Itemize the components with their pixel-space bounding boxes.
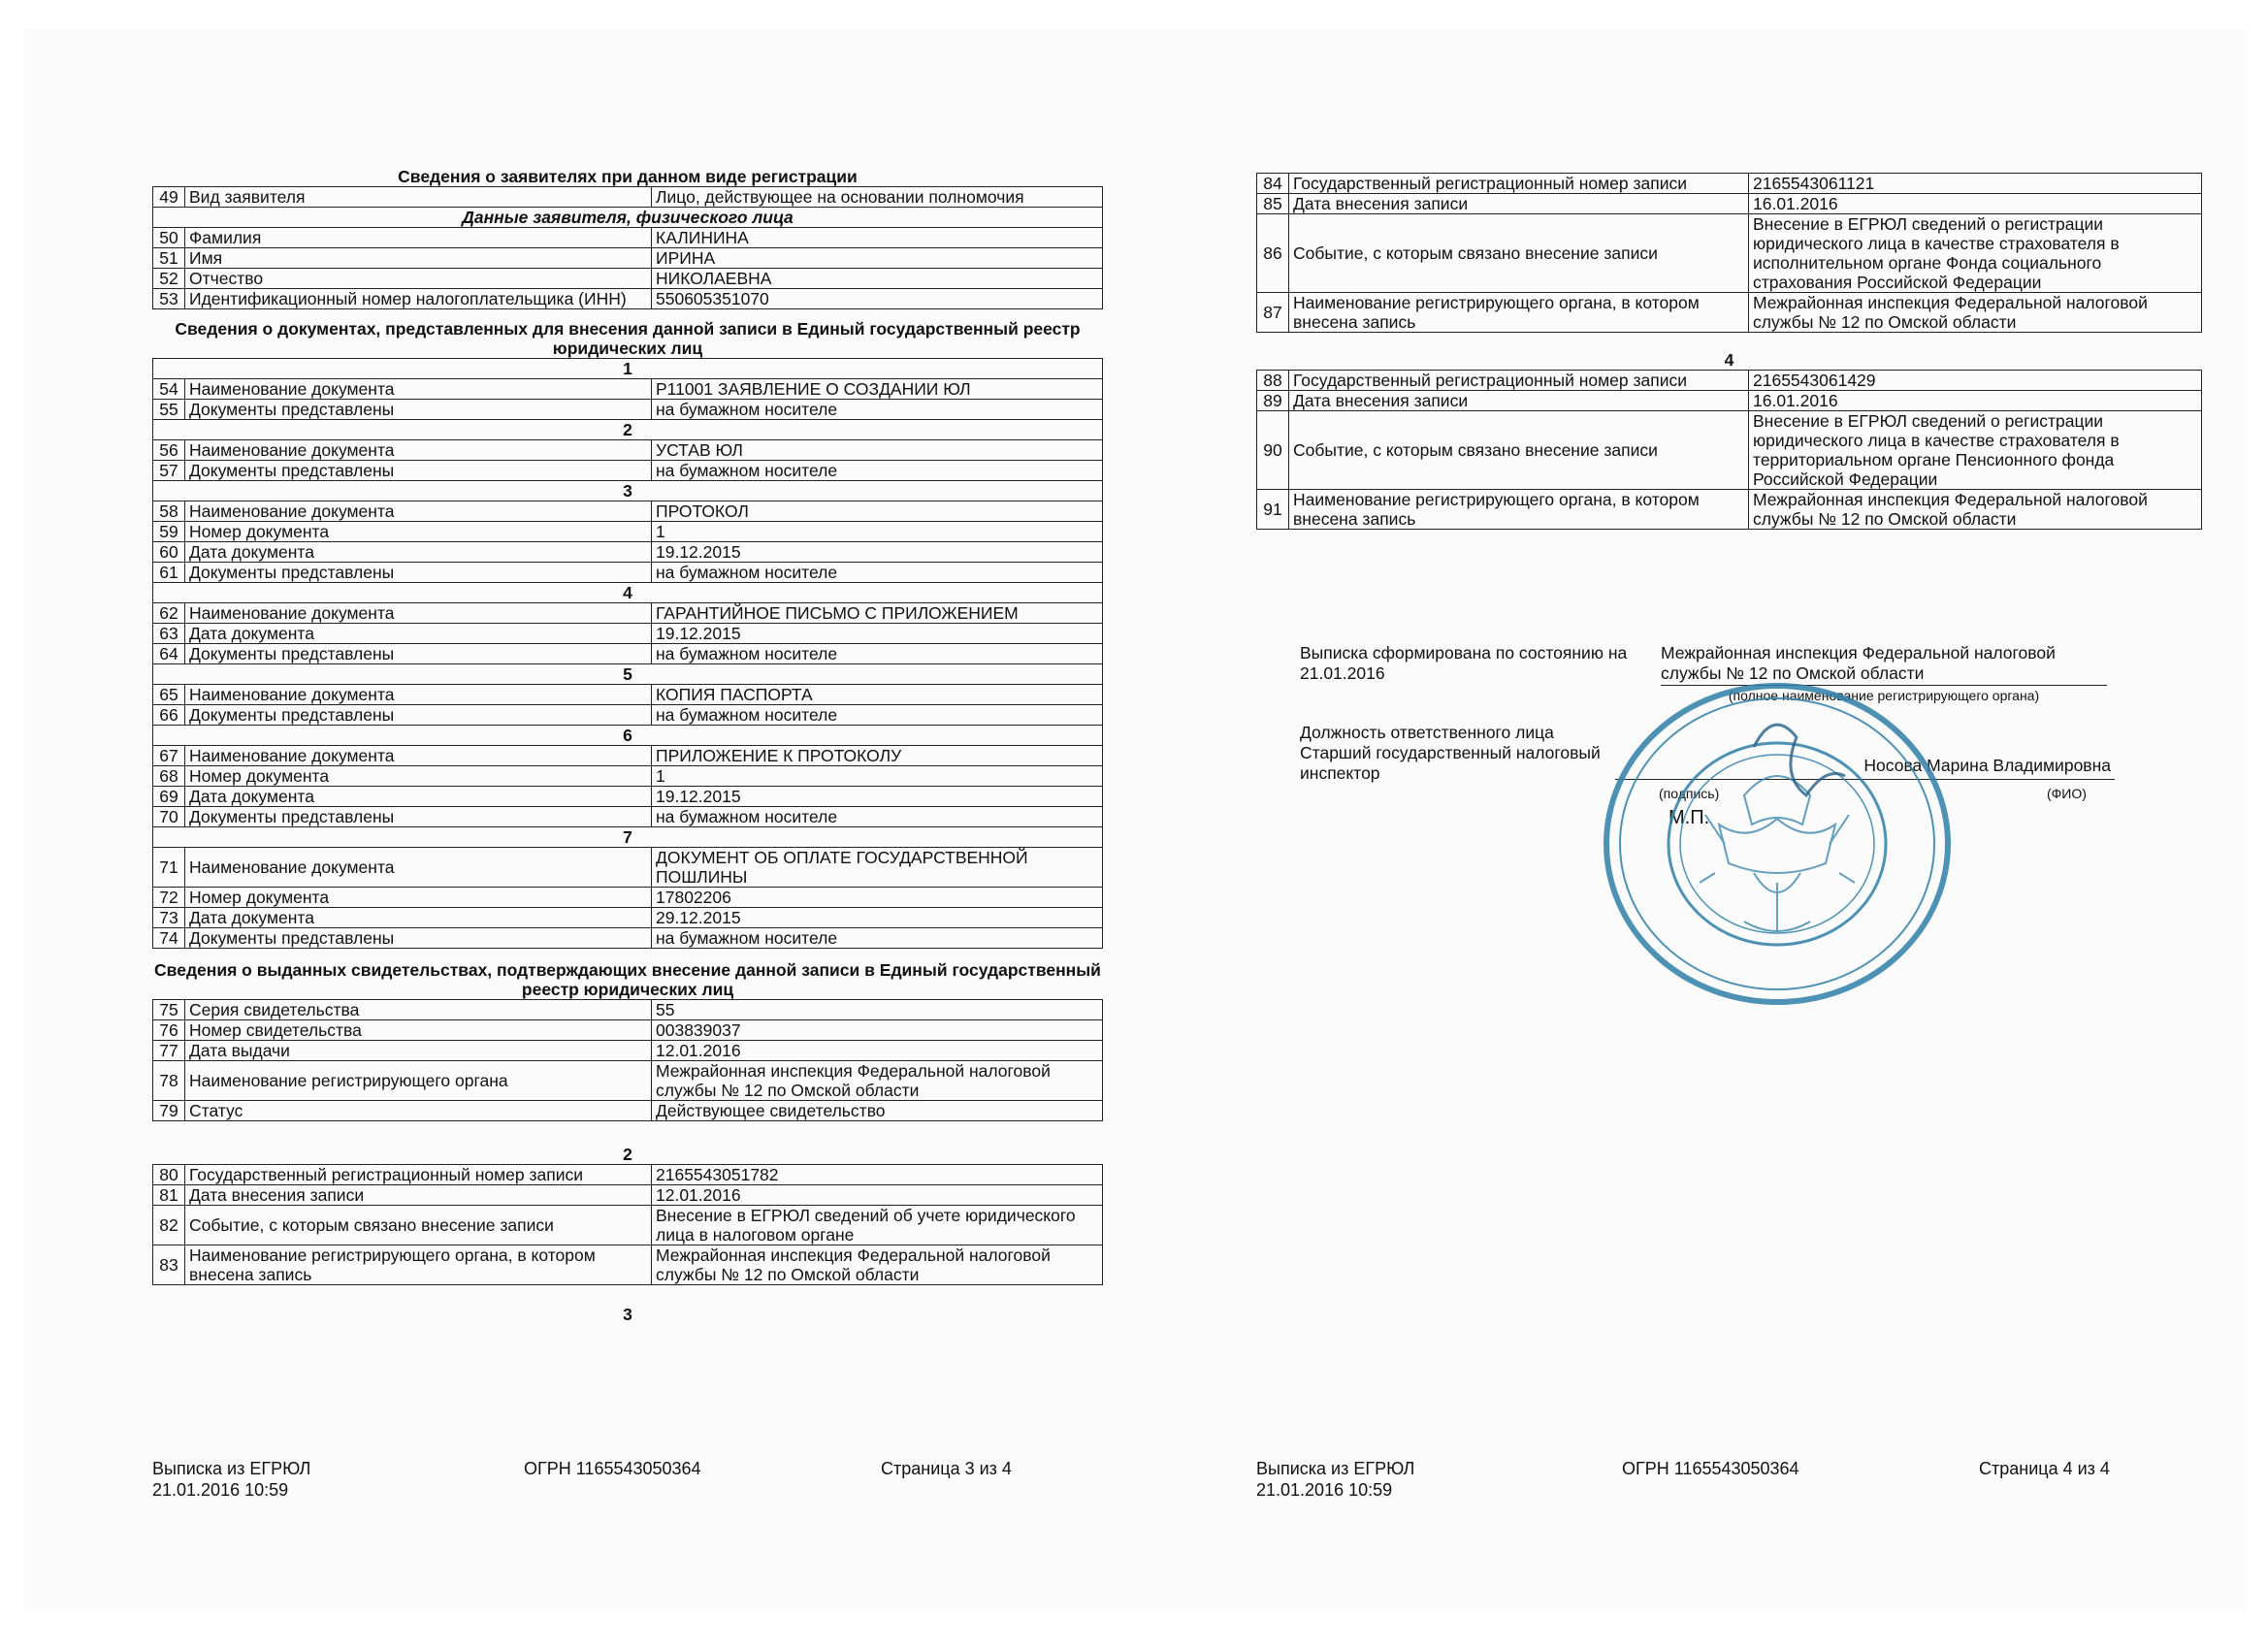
row-value: Внесение в ЕГРЮЛ сведений о регистрации юридического лица в качестве страхователя в исполнительном органе Фонда социального страхования Российской Федерации <box>1749 214 2202 293</box>
subheader-cell: 1 <box>153 359 1103 379</box>
row-number: 77 <box>153 1041 185 1061</box>
table-row <box>153 461 1103 481</box>
table-row <box>153 501 1103 522</box>
record-number-4: 4 <box>1724 350 1734 370</box>
table-row <box>153 1041 1103 1061</box>
row-number: 59 <box>153 522 185 542</box>
row-number: 53 <box>153 289 185 309</box>
row-label: Наименование документа <box>185 501 652 522</box>
row-number: 54 <box>153 379 185 400</box>
table-row <box>153 685 1103 705</box>
subheader-cell: 3 <box>153 481 1103 501</box>
row-label: Наименование документа <box>185 685 652 705</box>
row-value: Межрайонная инспекция Федеральной налоговой службы № 12 по Омской области <box>652 1245 1103 1285</box>
row-number: 78 <box>153 1061 185 1101</box>
official-name: Носова Марина Владимировна <box>1863 756 2111 775</box>
row-value: КОПИЯ ПАСПОРТА <box>652 685 1103 705</box>
row-number: 89 <box>1257 391 1289 411</box>
table-row <box>153 624 1103 644</box>
applicants-section-title: Сведения о заявителях при данном виде регистрации <box>398 167 858 186</box>
row-value: 29.12.2015 <box>652 908 1103 928</box>
table-row <box>1257 194 2202 214</box>
row-value: 17802206 <box>652 888 1103 908</box>
row-value: 16.01.2016 <box>1749 194 2202 214</box>
row-number: 61 <box>153 563 185 583</box>
table-row <box>153 440 1103 461</box>
record-number-2: 2 <box>623 1145 632 1164</box>
footer-date: 21.01.2016 10:59 <box>1256 1480 1393 1500</box>
certificates-table <box>152 999 1103 1121</box>
official-stamp-seal <box>1599 679 1956 1009</box>
row-label: Серия свидетельства <box>185 1000 652 1020</box>
row-label: Наименование документа <box>185 746 652 766</box>
section-subheader-row <box>153 583 1103 603</box>
row-value: Р11001 ЗАЯВЛЕНИЕ О СОЗДАНИИ ЮЛ <box>652 379 1103 400</box>
table-row <box>153 787 1103 807</box>
section-subheader-row <box>153 481 1103 501</box>
row-value: 2165543061429 <box>1749 371 2202 391</box>
row-number: 56 <box>153 440 185 461</box>
row-label: Наименование документа <box>185 848 652 888</box>
row-number: 64 <box>153 644 185 664</box>
page-3 <box>152 167 1103 1324</box>
row-value: на бумажном носителе <box>652 807 1103 827</box>
sign-caption: (подпись) <box>1659 786 1720 801</box>
row-label: Государственный регистрационный номер записи <box>185 1165 652 1185</box>
table-row <box>153 928 1103 949</box>
table-row <box>153 400 1103 420</box>
row-number: 79 <box>153 1101 185 1121</box>
table-row <box>153 1185 1103 1206</box>
row-label: Наименование документа <box>185 440 652 461</box>
table-row <box>153 269 1103 289</box>
row-label: Дата документа <box>185 787 652 807</box>
row-label: Фамилия <box>185 228 652 248</box>
row-value: на бумажном носителе <box>652 400 1103 420</box>
section-subheader-row <box>153 726 1103 746</box>
documents-section-title: Сведения о документах, представленных для внесения данной записи в Единый государственный реестр юридических лиц <box>175 319 1081 358</box>
row-value: 1 <box>652 766 1103 787</box>
applicants-table <box>152 186 1103 309</box>
table-row <box>153 187 1103 208</box>
row-label: Документы представлены <box>185 400 652 420</box>
table-row <box>153 705 1103 726</box>
row-label: Документы представлены <box>185 705 652 726</box>
row-number: 51 <box>153 248 185 269</box>
row-label: Документы представлены <box>185 461 652 481</box>
page-4 <box>1256 173 2202 530</box>
row-value: 12.01.2016 <box>652 1041 1103 1061</box>
table-row <box>153 908 1103 928</box>
fio-caption: (ФИО) <box>2047 786 2087 801</box>
row-number: 60 <box>153 542 185 563</box>
section-subheader-row <box>153 420 1103 440</box>
row-value: Внесение в ЕГРЮЛ сведений о регистрации юридического лица в качестве страхователя в территориальном органе Пенсионного фонда Российской Федерации <box>1749 411 2202 490</box>
row-number: 76 <box>153 1020 185 1041</box>
row-value: КАЛИНИНА <box>652 228 1103 248</box>
row-number: 71 <box>153 848 185 888</box>
position-label: Должность ответственного лица <box>1300 723 1554 742</box>
row-value: на бумажном носителе <box>652 928 1103 949</box>
table-row <box>153 603 1103 624</box>
row-value: 2165543051782 <box>652 1165 1103 1185</box>
row-label: Государственный регистрационный номер записи <box>1289 371 1749 391</box>
table-row <box>1257 174 2202 194</box>
row-label: Наименование регистрирующего органа <box>185 1061 652 1101</box>
row-number: 72 <box>153 888 185 908</box>
table-row <box>153 1061 1103 1101</box>
table-row <box>153 1245 1103 1285</box>
row-number: 67 <box>153 746 185 766</box>
row-number: 69 <box>153 787 185 807</box>
footer-left-ogrn: ОГРН 1165543050364 <box>524 1459 701 1478</box>
table-row <box>1257 411 2202 490</box>
row-value: на бумажном носителе <box>652 705 1103 726</box>
row-label: Номер свидетельства <box>185 1020 652 1041</box>
table-row <box>153 746 1103 766</box>
table-row <box>153 1165 1103 1185</box>
position-value: Старший государственный налоговый инспектор <box>1300 743 1601 783</box>
row-label: Событие, с которым связано внесение записи <box>185 1206 652 1245</box>
row-label: Дата внесения записи <box>1289 391 1749 411</box>
subheader-cell: 2 <box>153 420 1103 440</box>
subheader-cell: Данные заявителя, физического лица <box>153 208 1103 228</box>
table-row <box>1257 490 2202 530</box>
table-row <box>153 1206 1103 1245</box>
row-number: 85 <box>1257 194 1289 214</box>
row-value: на бумажном носителе <box>652 461 1103 481</box>
row-label: Событие, с которым связано внесение записи <box>1289 214 1749 293</box>
organ-name: Межрайонная инспекция Федеральной налоговой службы № 12 по Омской области <box>1661 643 2056 683</box>
formed-label: Выписка сформирована по состоянию на 21.01.2016 <box>1300 643 1628 683</box>
row-number: 52 <box>153 269 185 289</box>
table-row <box>1257 391 2202 411</box>
row-value: на бумажном носителе <box>652 563 1103 583</box>
row-number: 74 <box>153 928 185 949</box>
row-number: 86 <box>1257 214 1289 293</box>
row-number: 81 <box>153 1185 185 1206</box>
record-4-table <box>1256 370 2202 530</box>
documents-table <box>152 358 1103 949</box>
section-subheader-row <box>153 664 1103 685</box>
record-3-table <box>1256 173 2202 333</box>
footer-right-ogrn: ОГРН 1165543050364 <box>1622 1459 1799 1478</box>
row-label: Документы представлены <box>185 563 652 583</box>
table-row <box>153 522 1103 542</box>
table-row <box>153 228 1103 248</box>
row-number: 49 <box>153 187 185 208</box>
table-row <box>153 379 1103 400</box>
row-label: Государственный регистрационный номер записи <box>1289 174 1749 194</box>
subheader-cell: 5 <box>153 664 1103 685</box>
row-number: 58 <box>153 501 185 522</box>
table-row <box>153 848 1103 888</box>
row-number: 75 <box>153 1000 185 1020</box>
footer-doc-title: Выписка из ЕГРЮЛ <box>152 1459 311 1478</box>
table-row <box>153 888 1103 908</box>
table-row <box>153 289 1103 309</box>
row-number: 91 <box>1257 490 1289 530</box>
row-value: 2165543061121 <box>1749 174 2202 194</box>
row-label: Наименование регистрирующего органа, в котором внесена запись <box>1289 490 1749 530</box>
row-value: на бумажном носителе <box>652 644 1103 664</box>
row-label: Вид заявителя <box>185 187 652 208</box>
row-label: Дата внесения записи <box>1289 194 1749 214</box>
row-number: 50 <box>153 228 185 248</box>
row-number: 82 <box>153 1206 185 1245</box>
footer-left-doc <box>152 1458 310 1501</box>
section-subheader-row <box>153 359 1103 379</box>
row-value: 003839037 <box>652 1020 1103 1041</box>
row-number: 88 <box>1257 371 1289 391</box>
row-number: 65 <box>153 685 185 705</box>
row-label: Номер документа <box>185 766 652 787</box>
row-value: 12.01.2016 <box>652 1185 1103 1206</box>
row-label: Наименование документа <box>185 379 652 400</box>
mp-label: М.П. <box>1669 807 1710 828</box>
row-number: 87 <box>1257 293 1289 333</box>
footer-date: 21.01.2016 10:59 <box>152 1480 289 1500</box>
footer-right-doc <box>1256 1458 1414 1501</box>
row-number: 70 <box>153 807 185 827</box>
row-value: ПРИЛОЖЕНИЕ К ПРОТОКОЛУ <box>652 746 1103 766</box>
row-value: Межрайонная инспекция Федеральной налоговой службы № 12 по Омской области <box>1749 490 2202 530</box>
row-label: Отчество <box>185 269 652 289</box>
footer-right-page: Страница 4 из 4 <box>1979 1459 2110 1478</box>
row-value: 19.12.2015 <box>652 542 1103 563</box>
row-value: 55 <box>652 1000 1103 1020</box>
row-label: Номер документа <box>185 522 652 542</box>
row-label: Номер документа <box>185 888 652 908</box>
row-number: 55 <box>153 400 185 420</box>
section-subheader-row <box>153 208 1103 228</box>
row-value: Межрайонная инспекция Федеральной налоговой службы № 12 по Омской области <box>652 1061 1103 1101</box>
row-number: 63 <box>153 624 185 644</box>
row-label: Дата внесения записи <box>185 1185 652 1206</box>
row-value: Действующее свидетельство <box>652 1101 1103 1121</box>
row-value: ИРИНА <box>652 248 1103 269</box>
row-label: Документы представлены <box>185 807 652 827</box>
row-label: Документы представлены <box>185 644 652 664</box>
row-value: ПРОТОКОЛ <box>652 501 1103 522</box>
row-value: Межрайонная инспекция Федеральной налоговой службы № 12 по Омской области <box>1749 293 2202 333</box>
row-value: 550605351070 <box>652 289 1103 309</box>
table-row <box>153 248 1103 269</box>
record-number-3: 3 <box>623 1305 632 1324</box>
row-label: Дата документа <box>185 542 652 563</box>
row-number: 62 <box>153 603 185 624</box>
table-row <box>153 807 1103 827</box>
row-number: 90 <box>1257 411 1289 490</box>
row-value: 19.12.2015 <box>652 624 1103 644</box>
table-row <box>1257 293 2202 333</box>
row-value: ГАРАНТИЙНОЕ ПИСЬМО С ПРИЛОЖЕНИЕМ <box>652 603 1103 624</box>
organ-caption: (полное наименование регистрирующего органа) <box>1661 685 2107 706</box>
footer-doc-title: Выписка из ЕГРЮЛ <box>1256 1459 1415 1478</box>
row-number: 66 <box>153 705 185 726</box>
row-label: Дата выдачи <box>185 1041 652 1061</box>
subheader-cell: 7 <box>153 827 1103 848</box>
row-value: 1 <box>652 522 1103 542</box>
row-label: Наименование документа <box>185 603 652 624</box>
subheader-cell: 4 <box>153 583 1103 603</box>
row-label: Наименование регистрирующего органа, в котором внесена запись <box>185 1245 652 1285</box>
row-number: 57 <box>153 461 185 481</box>
row-label: Наименование регистрирующего органа, в котором внесена запись <box>1289 293 1749 333</box>
table-row <box>153 1020 1103 1041</box>
row-number: 68 <box>153 766 185 787</box>
section-subheader-row <box>153 827 1103 848</box>
row-value: Внесение в ЕГРЮЛ сведений об учете юридического лица в налоговом органе <box>652 1206 1103 1245</box>
row-number: 84 <box>1257 174 1289 194</box>
row-value: Лицо, действующее на основании полномочия <box>652 187 1103 208</box>
table-row <box>153 644 1103 664</box>
record-2-table <box>152 1164 1103 1285</box>
row-label: Идентификационный номер налогоплательщика (ИНН) <box>185 289 652 309</box>
row-value: НИКОЛАЕВНА <box>652 269 1103 289</box>
footer-left-page: Страница 3 из 4 <box>881 1459 1012 1478</box>
table-row <box>153 1000 1103 1020</box>
row-number: 80 <box>153 1165 185 1185</box>
table-row <box>1257 214 2202 293</box>
table-row <box>1257 371 2202 391</box>
table-row <box>153 1101 1103 1121</box>
row-number: 73 <box>153 908 185 928</box>
row-value: 16.01.2016 <box>1749 391 2202 411</box>
row-number: 83 <box>153 1245 185 1285</box>
row-label: Документы представлены <box>185 928 652 949</box>
row-label: Статус <box>185 1101 652 1121</box>
row-value: 19.12.2015 <box>652 787 1103 807</box>
row-value: ДОКУМЕНТ ОБ ОПЛАТЕ ГОСУДАРСТВЕННОЙ ПОШЛИНЫ <box>652 848 1103 888</box>
table-row <box>153 766 1103 787</box>
row-label: Событие, с которым связано внесение записи <box>1289 411 1749 490</box>
row-label: Имя <box>185 248 652 269</box>
row-label: Дата документа <box>185 908 652 928</box>
row-value: УСТАВ ЮЛ <box>652 440 1103 461</box>
subheader-cell: 6 <box>153 726 1103 746</box>
row-label: Дата документа <box>185 624 652 644</box>
table-row <box>153 542 1103 563</box>
certificates-section-title: Сведения о выданных свидетельствах, подтверждающих внесение данной записи в Единый государственный реестр юридических лиц <box>154 960 1101 999</box>
table-row <box>153 563 1103 583</box>
